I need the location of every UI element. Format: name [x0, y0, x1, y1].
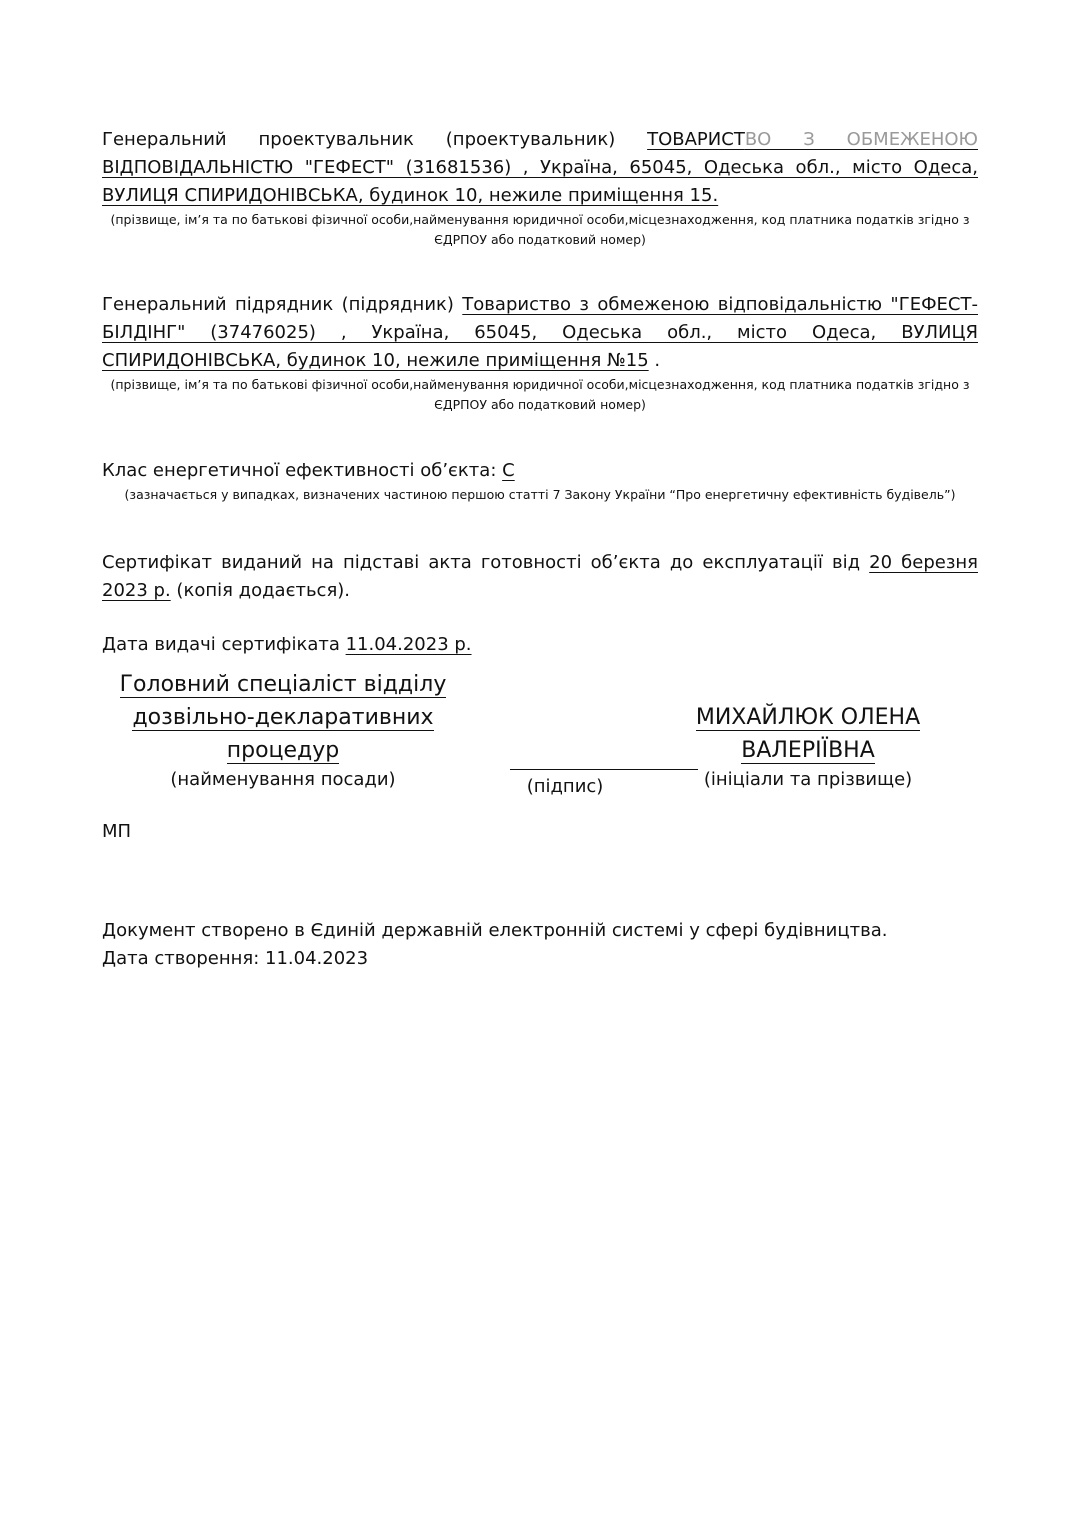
contractor-label: Генеральний підрядник (підрядник) — [102, 294, 454, 315]
position-line-2: дозвільно-декларативних — [132, 705, 434, 730]
position-line-3: процедур — [226, 738, 340, 763]
name-line-1: МИХАЙЛЮК ОЛЕНА — [695, 705, 921, 730]
signature-caption: (підпис) — [526, 776, 604, 797]
designer-value-faded: ВО З ОБМЕЖЕНОЮ — [744, 129, 978, 150]
designer-paragraph — [102, 126, 978, 210]
footer-created-label: Дата створення: — [102, 948, 260, 969]
position-block — [102, 668, 464, 793]
name-caption: (ініціали та прізвище) — [703, 769, 913, 790]
contractor-paragraph — [102, 291, 978, 375]
basis-suffix: (копія додається). — [176, 580, 351, 601]
issue-date-section — [102, 631, 978, 659]
designer-section — [102, 126, 978, 250]
designer-hint: (прізвище, ім’я та по батькові фізичної особи,найменування юридичної особи,місцезнаходження, код платника податків згідно з ЄДРПОУ або податковий номер) — [110, 212, 970, 247]
issue-date-value: 11.04.2023 р. — [345, 634, 472, 655]
signature-line — [510, 769, 698, 770]
contractor-hint: (прізвище, ім’я та по батькові фізичної особи,найменування юридичної особи,місцезнаходження, код платника податків згідно з ЄДРПОУ або податковий номер) — [110, 377, 970, 412]
designer-value-start: ТОВАРИСТ — [647, 129, 745, 150]
contractor-section — [102, 291, 978, 415]
position-caption: (найменування посади) — [170, 769, 396, 790]
basis-section — [102, 549, 978, 605]
name-block — [690, 701, 926, 793]
energy-hint: (зазначається у випадках, визначених частиною першою статті 7 Закону України “Про енергетичну ефективність будівель”) — [124, 487, 956, 502]
contractor-suffix: . — [648, 350, 661, 371]
signature-caption-block — [510, 774, 620, 800]
footer-created — [102, 945, 978, 973]
energy-line — [102, 457, 978, 485]
energy-value: C — [502, 460, 515, 481]
energy-section — [102, 457, 978, 505]
basis-paragraph — [102, 549, 978, 605]
stamp-label: МП — [102, 821, 132, 842]
basis-text: Сертифікат виданий на підставі акта готовності об’єкта до експлуатації від — [102, 552, 861, 573]
designer-value-rest: ВІДПОВІДАЛЬНІСТЮ "ГЕФЕСТ" (31681536) , Україна, 65045, Одеська обл., місто Одеса, ВУЛИЦЯ СПИРИДОНІВСЬКА, будинок 10, нежиле приміщення 15. — [102, 157, 978, 206]
designer-label: Генеральний проектувальник (проектувальник) — [102, 129, 616, 150]
footer-created-value: 11.04.2023 — [265, 948, 369, 969]
contractor-value: Товариство з обмеженою відповідальністю "ГЕФЕСТ-БІЛДІНГ" (37476025) , Україна, 65045, Одеська обл., місто Одеса, ВУЛИЦЯ СПИРИДОНІВСЬКА, будинок 10, нежиле приміщення №15 — [102, 294, 978, 371]
stamp-section — [102, 818, 978, 846]
issue-date-line — [102, 631, 978, 659]
footer-line-1: Документ створено в Єдиній державній електронній системі у сфері будівництва. — [102, 920, 888, 941]
basis-date: 20 березня 2023 р. — [102, 552, 978, 601]
name-line-2: ВАЛЕРІЇВНА — [741, 738, 875, 763]
issue-date-label: Дата видачі сертифіката — [102, 634, 340, 655]
energy-label: Клас енергетичної ефективності об’єкта: — [102, 460, 497, 481]
footer-section — [102, 917, 978, 973]
position-line-1: Головний спеціаліст відділу — [119, 672, 447, 697]
